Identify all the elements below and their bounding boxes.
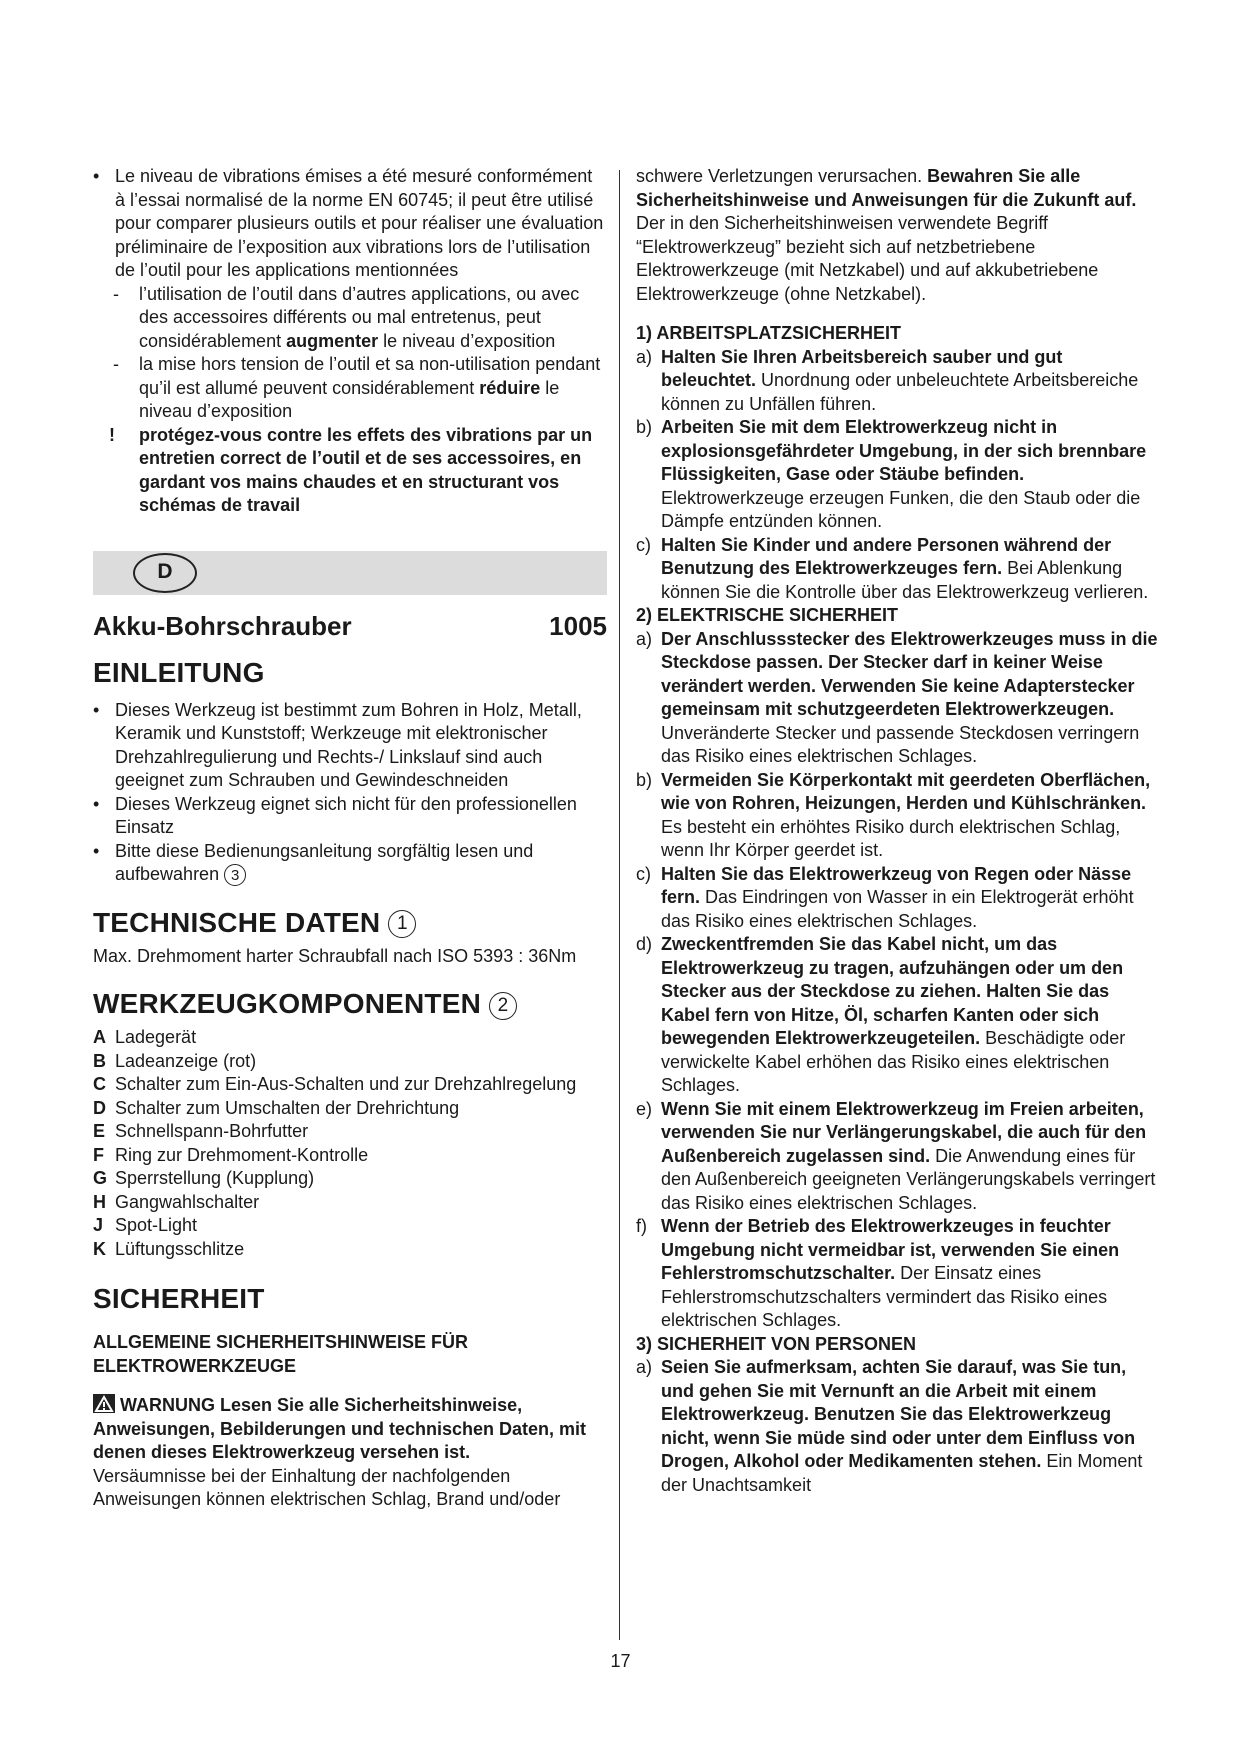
safety-item: c) Halten Sie Kinder und andere Personen während der Benutzung des Elektrowerkzeuges fern. Bei Ablenkung können Sie die Kontrolle über das Elektrowerkzeug verlieren. bbox=[636, 534, 1149, 602]
component-item: C Schalter zum Ein-Aus-Schalten und zur Drehzahlregelung bbox=[93, 1074, 577, 1094]
fr-sub-item-1: - l’utilisation de l’outil dans d’autres applications, ou avec des accessoires différents ou mal entretenus, peut considérablement augmenter le niveau d’exposition bbox=[113, 283, 580, 351]
language-badge: D bbox=[133, 553, 197, 593]
fr-bullet-text: Le niveau de vibrations émises a été mesuré conformément à l’essai normalisé de la norme EN 60745; il peut être utilisé pour comparer plusieurs outils et pour réaliser une évaluation préliminaire de l’exposition aux vibrations lors de l’utilisation de l’outil pour les applications mentionnées bbox=[115, 166, 604, 280]
warning-icon bbox=[93, 1394, 115, 1413]
safety-item: d) Zweckentfremden Sie das Kabel nicht, um das Elektrowerkzeug zu tragen, aufzuhängen oder um den Stecker aus der Steckdose zu ziehen. Halten Sie das Kabel fern von Hitze, Öl, scharfen Kanten oder sich bewegenden Elektrowerkzeugeteilen. Beschädigte oder verwickelte Kabel erhöhen das Risiko eines elektrischen Schlages. bbox=[636, 934, 1126, 1095]
component-item: G Sperrstellung (Kupplung) bbox=[93, 1168, 315, 1188]
right-column bbox=[636, 165, 1158, 1497]
safety-item: b) Arbeiten Sie mit dem Elektrowerkzeug nicht in explosionsgefährdeter Umgebung, in der sich brennbare Flüssigkeiten, Gase oder Stäube befinden. Elektrowerkzeuge erzeugen Funken, die den Staub oder die Dämpfe entzünden können. bbox=[636, 417, 1147, 531]
left-column bbox=[93, 165, 607, 1512]
safety-item: b) Vermeiden Sie Körperkontakt mit geerdeten Oberflächen, wie von Rohren, Heizungen, Herden und Kühlschränken. Es besteht ein erhöhtes Risiko durch elektrischen Schlag, wenn Ihr Körper geerdet ist. bbox=[636, 769, 1151, 860]
component-item: D Schalter zum Umschalten der Drehrichtung bbox=[93, 1097, 460, 1118]
figure-ref-1: 1 bbox=[388, 910, 416, 938]
warning-paragraph: WARNUNG Lesen Sie alle Sicherheitshinweise, Anweisungen, Bebilderungen und technischen Daten, mit denen dieses Elektrowerkzeug versehen ist. bbox=[93, 1395, 587, 1462]
component-item: H Gangwahlschalter bbox=[93, 1191, 260, 1212]
figure-ref-2: 2 bbox=[489, 992, 517, 1020]
column-divider bbox=[619, 170, 620, 1640]
warning-text: Versäumnisse bei der Einhaltung der nachfolgenden Anweisungen können elektrischen Schlag, Brand und/oder bbox=[93, 1465, 561, 1509]
component-item: A Ladegerät bbox=[93, 1027, 197, 1047]
safety-item: c) Halten Sie das Elektrowerkzeug von Regen oder Nässe fern. Das Eindringen von Wasser in ein Elektrogerät erhöht das Risiko eines elektrischen Schlages. bbox=[636, 863, 1134, 931]
product-name: Akku-Bohrschrauber bbox=[93, 610, 352, 641]
safety-item: e) Wenn Sie mit einem Elektrowerkzeug im Freien arbeiten, verwenden Sie nur Verlängerungskabel, die auch für den Außenbereich zugelassen sind. Die Anwendung eines für den Außenbereich geeigneten Verlängerungskabels verringert das Risiko eines elektrischen Schlages. bbox=[636, 1098, 1156, 1213]
component-item: K Lüftungsschlitze bbox=[93, 1238, 245, 1259]
electrical-list bbox=[636, 628, 1158, 1333]
safety-item: f) Wenn der Betrieb des Elektrowerkzeuges in feuchter Umgebung nicht vermeidbar ist, verwenden Sie einen Fehlerstromschutzschalter. Der Einsatz eines Fehlerstromschutzschalters vermindert das Risiko eines elektrischen Schlages. bbox=[636, 1216, 1120, 1330]
component-item: B Ladeanzeige (rot) bbox=[93, 1050, 257, 1071]
personal-list bbox=[636, 1356, 1158, 1497]
language-bar bbox=[93, 551, 607, 595]
fr-warning-item: ! protégez-vous contre les effets des vibrations par un entretien correct de l’outil et de ses accessoires, en gardant vos mains chaudes et en structurant vos schémas de travail bbox=[109, 424, 593, 515]
intro-item: • Dieses Werkzeug eignet sich nicht für den professionellen Einsatz bbox=[93, 793, 577, 837]
intro-item: • Dieses Werkzeug ist bestimmt zum Bohren in Holz, Metall, Keramik und Kunststoff; Werkzeuge mit elektronischer Drehzahlregulierung und Rechts-/ Linkslauf sind auch geeignet zum Schrauben und Gewindeschneiden bbox=[93, 699, 582, 790]
heading-components: WERKZEUGKOMPONENTEN 2 bbox=[93, 988, 607, 1020]
component-item: J Spot-Light bbox=[93, 1215, 198, 1235]
section-personal: 3) SICHERHEIT VON PERSONEN bbox=[636, 1333, 917, 1354]
fr-vibration-bullet: • Le niveau de vibrations émises a été mesuré conformément à l’essai normalisé de la norme EN 60745; il peut être utilisé pour comparer plusieurs outils et pour réaliser une évaluation préliminaire de l’exposition aux vibrations lors de l’utilisation de l’outil pour les applications mentionnées bbox=[93, 166, 604, 280]
figure-ref-3: 3 bbox=[224, 864, 246, 886]
safety-item: a) Halten Sie Ihren Arbeitsbereich sauber und gut beleuchtet. Unordnung oder unbeleuchtete Arbeitsbereiche können zu Unfällen führen. bbox=[636, 346, 1139, 414]
safety-subheading: ALLGEMEINE SICHERHEITSHINWEISE FÜR ELEKTROWERKZEUGE bbox=[93, 1332, 469, 1376]
section-work-area: 1) ARBEITSPLATZSICHERHEIT bbox=[636, 323, 902, 343]
heading-introduction: EINLEITUNG bbox=[93, 656, 265, 688]
section-electrical: 2) ELEKTRISCHE SICHERHEIT bbox=[636, 605, 899, 625]
work-area-list bbox=[636, 346, 1158, 605]
component-list bbox=[93, 1026, 607, 1261]
heading-safety: SICHERHEIT bbox=[93, 1283, 265, 1314]
page-number: 17 bbox=[610, 1651, 631, 1671]
product-code: 1005 bbox=[549, 610, 607, 641]
technical-data-text: Max. Drehmoment harter Schraubfall nach ISO 5393 : 36Nm bbox=[93, 945, 577, 966]
intro-item: • Bitte diese Bedienungsanleitung sorgfältig lesen und aufbewahren 3 bbox=[93, 840, 534, 885]
safety-item: a) Seien Sie aufmerksam, achten Sie darauf, was Sie tun, und gehen Sie mit Vernunft an die Arbeit mit einem Elektrowerkzeug. Benutzen Sie das Elektrowerkzeug nicht, wenn Sie müde sind oder unter dem Einfluss von Drogen, Alkohol oder Medikamenten stehen. Ein Moment der Unachtsamkeit bbox=[636, 1357, 1143, 1495]
product-header bbox=[93, 611, 607, 641]
safety-item: a) Der Anschlussstecker des Elektrowerkzeuges muss in die Steckdose passen. Der Stecker darf in keiner Weise verändert werden. Verwenden Sie keine Adapterstecker gemeinsam mit schutzgeerdeten Elektrowerkzeugen. Unveränderte Stecker und passende Steckdosen verringern das Risiko eines elektrischen Schlages. bbox=[636, 628, 1158, 766]
component-item: E Schnellspann-Bohrfutter bbox=[93, 1121, 309, 1141]
heading-technical-data: TECHNISCHE DATEN 1 bbox=[93, 907, 607, 939]
fr-sub-item-2: - la mise hors tension de l’outil et sa non-utilisation pendant qu’il est allumé peuvent considérablement réduire le niveau d’exposition bbox=[113, 354, 601, 421]
component-item: F Ring zur Drehmoment-Kontrolle bbox=[93, 1144, 369, 1165]
continuation-paragraph: schwere Verletzungen verursachen. Bewahren Sie alle Sicherheitshinweise und Anweisungen für die Zukunft auf. Der in den Sicherheitshinweisen verwendete Begriff “Elektrowerkzeug” bezieht sich auf netzbetriebene Elektrowerkzeuge (mit Netzkabel) und auf akkubetriebene Elektrowerkzeuge (ohne Netzkabel). bbox=[636, 166, 1137, 304]
